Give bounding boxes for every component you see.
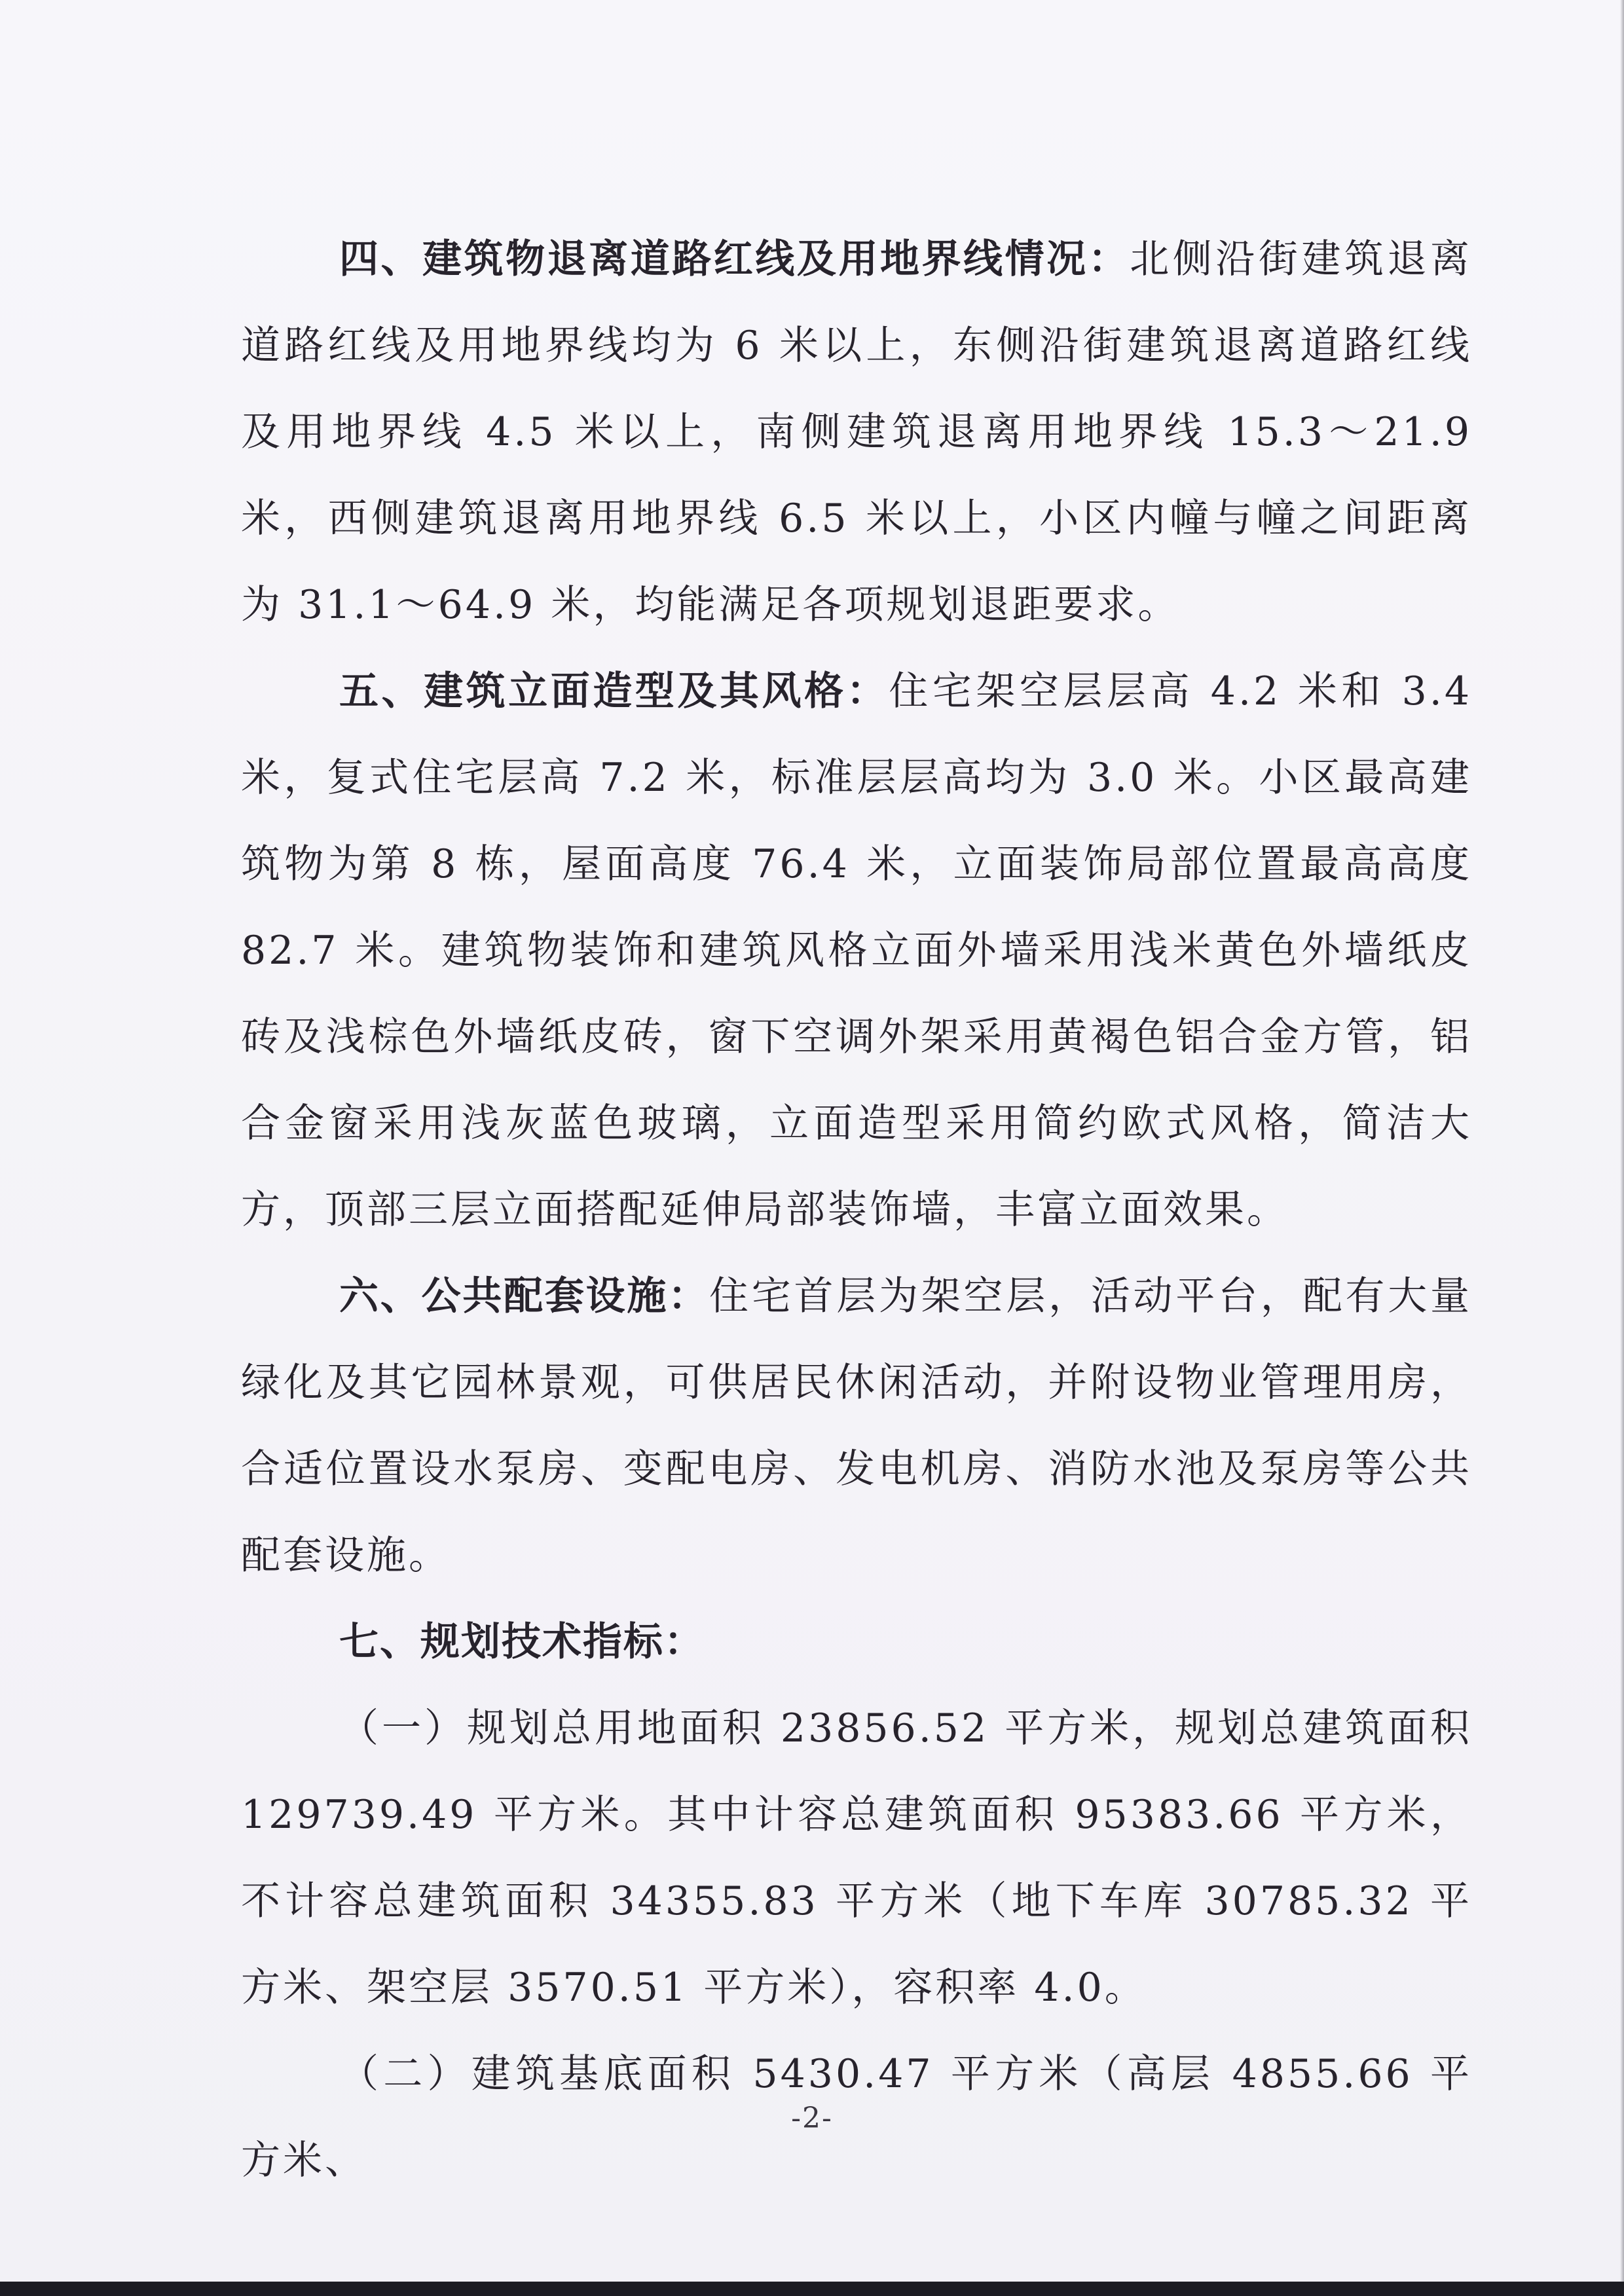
- section-setback: [241, 216, 1472, 648]
- section-heading-facade: 五、建筑立面造型及其风格：: [339, 668, 889, 714]
- page-number: -2-: [791, 2102, 833, 2135]
- section-text-facade: 住宅架空层层高 4.2 米和 3.4 米，复式住宅层高 7.2 米，标准层层高均为 3.0 米。小区最高建筑物为第 8 栋，屋面高度 76.4 米，立面装饰局部位置最高高度 82.7 米。建筑物装饰和建筑风格立面外墙采用浅米黄色外墙纸皮砖及浅棕色外墙纸皮砖，窗下空调外架采用黄褐色铝合金方管，铝合金窗采用浅灰蓝色玻璃，立面造型采用简约欧式风格，简洁大方，顶部三层立面搭配延伸局部装饰墙，丰富立面效果。: [241, 668, 1472, 1233]
- scan-edge-bottom: [0, 2282, 1624, 2296]
- section-public-facilities: [241, 1253, 1472, 1599]
- section-technical-indicators: [241, 1599, 1472, 1685]
- indicator-item-2: （二）建筑基底面积 5430.47 平方米（高层 4855.66 平方米、: [241, 2051, 1472, 2183]
- section-heading-public-facilities: 六、公共配套设施：: [339, 1273, 709, 1319]
- section-heading-technical-indicators: 七、规划技术指标：: [339, 1619, 705, 1665]
- section-heading-setback: 四、建筑物退离道路红线及用地界线情况：: [339, 236, 1130, 282]
- indicator-item-1: （一）规划总用地面积 23856.52 平方米，规划总建筑面积 129739.49 平方米。其中计容总建筑面积 95383.66 平方米，不计容总建筑面积 34355.83 平方米（地下车库 30785.32 平方米、架空层 3570.51 平方米），容积率 4.0。: [241, 1705, 1472, 2011]
- section-text-public-facilities: 住宅首层为架空层，活动平台，配有大量绿化及其它园林景观，可供居民休闲活动，并附设物业管理用房，合适位置设水泵房、变配电房、发电机房、消防水池及泵房等公共配套设施。: [241, 1273, 1473, 1578]
- document-body: [241, 216, 1472, 2204]
- scan-edge-right: [1620, 0, 1624, 2296]
- section-text-setback: 北侧沿街建筑退离道路红线及用地界线均为 6 米以上，东侧沿街建筑退离道路红线及用地界线 4.5 米以上，南侧建筑退离用地界线 15.3～21.9 米，西侧建筑退离用地界线 6.5 米以上，小区内幢与幢之间距离为 31.1～64.9 米，均能满足各项规划退距要求。: [241, 236, 1473, 628]
- section-facade: [241, 648, 1472, 1253]
